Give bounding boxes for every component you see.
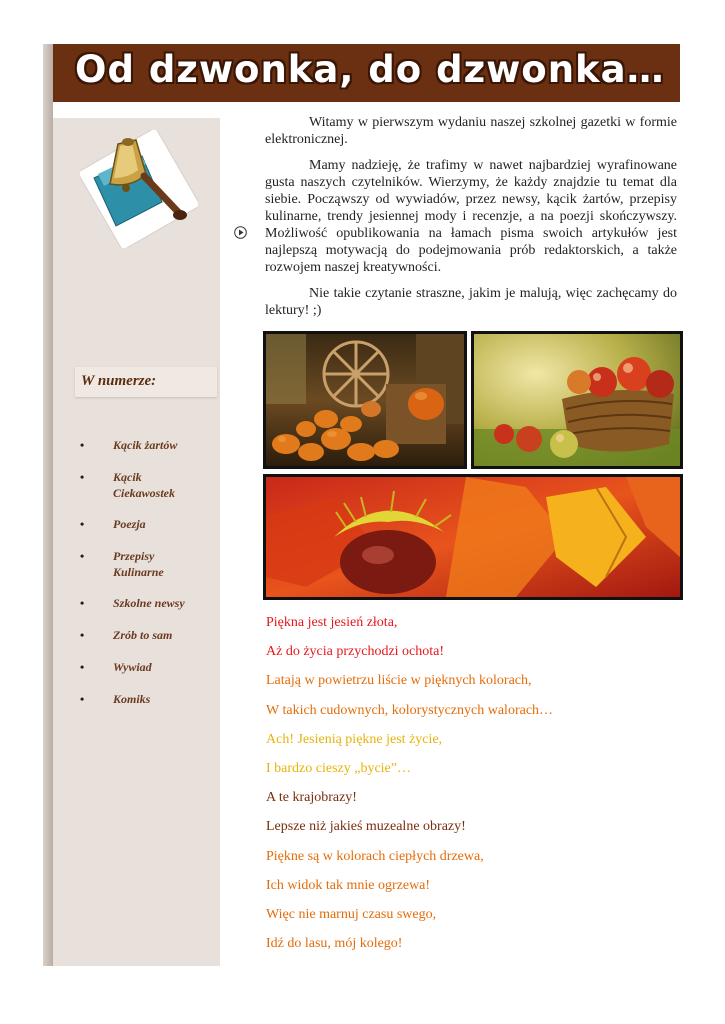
header-banner (53, 44, 680, 102)
poem-line: Lepsze niż jakieś muzealne obrazy! (266, 819, 466, 835)
poem-line: A te krajobrazy! (266, 790, 357, 806)
poem-line: Piękna jest jesień złota, (266, 615, 398, 630)
menu-item-comic[interactable]: • Komiks (80, 691, 210, 707)
pumpkins-wagon-photo (263, 331, 467, 469)
poem-line: I bardzo cieszy „bycie”… (266, 760, 411, 776)
intro-text (265, 114, 677, 328)
menu-item-curiosities[interactable]: • Kącik Ciekawostek (80, 469, 183, 501)
poem-line: W takich cudownych, kolorystycznych walorach… (266, 702, 554, 718)
intro-paragraph: Witamy w pierwszym wydaniu naszej szkolnej gazetki w formie elektronicznej. (265, 115, 677, 147)
poem-line: Aż do życia przychodzi ochota! (266, 644, 445, 660)
menu-item-poetry[interactable]: • Poezja (80, 516, 210, 532)
intro-paragraph: Mamy nadzieję, że trafimy w nawet najbardziej wyrafinowane gusta naszych czytelników. Wierzymy, że każdy znajdzie tu temat dla siebie. Począwszy od wywiadów, przez newsy, kącik żartów, przepisy kulinarne, trendy jesiennej mody i recenzje, a na poezji skończywszy. Możliwość opublikowania na łamach pisma swoich artykułów jest najlepszą motywacją do podejmowania prób redaktorskich, a także rozwojem naszej kreatywności. (265, 158, 677, 275)
poem-line: Ach! Jesienią piękne jest życie, (266, 731, 443, 747)
poem-line: Piękne są w kolorach ciepłych drzewa, (266, 848, 484, 864)
poem-line: Idź do lasu, mój kolego! (266, 936, 403, 952)
play-circle-icon[interactable] (234, 226, 247, 239)
autumn-poem (266, 614, 686, 964)
school-bell-icon (80, 130, 198, 248)
menu-item-recipes[interactable]: • Przepisy Kulinarne (80, 548, 183, 580)
menu-item-diy[interactable]: • Zrób to sam (80, 627, 210, 643)
issue-contents-list (80, 437, 210, 707)
in-this-issue-heading (75, 367, 217, 397)
poem-line: Więc nie marnuj czasu swego, (266, 906, 437, 922)
intro-paragraph: Nie takie czytanie straszne, jakim je malują, więc zachęcamy do lektury! ;) (265, 286, 677, 318)
page-title: Od dzwonka, do dzwonka… (75, 48, 665, 91)
apple-basket-photo (471, 331, 683, 469)
poem-line: Latają w powietrzu liście w pięknych kolorach, (266, 673, 532, 689)
menu-item-interview[interactable]: • Wywiad (80, 659, 210, 675)
menu-item-jokes[interactable]: • Kącik żartów (80, 437, 210, 453)
in-this-issue-label: W numerze: (81, 373, 157, 389)
chestnut-leaves-photo (263, 474, 683, 600)
page-edge-strip (43, 44, 53, 966)
menu-item-school-news[interactable]: • Szkolne newsy (80, 595, 210, 611)
poem-line: Ich widok tak mnie ogrzewa! (266, 877, 431, 893)
